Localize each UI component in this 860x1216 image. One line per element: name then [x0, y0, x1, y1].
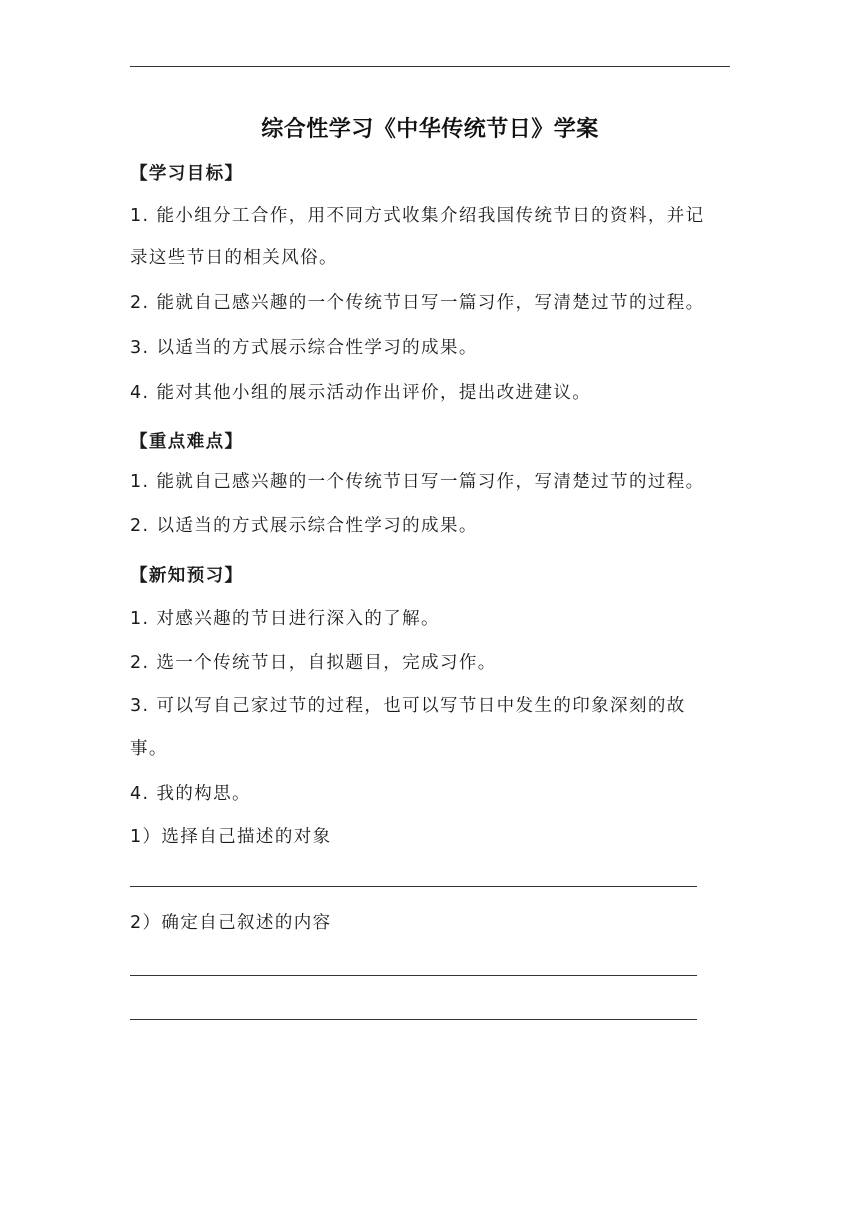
preview-line: 1. 对感兴趣的节日进行深入的了解。	[130, 609, 440, 629]
preview-line: 3. 可以写自己家过节的过程，也可以写节日中发生的印象深刻的故	[130, 696, 686, 716]
objective-line: 2. 能就自己感兴趣的一个传统节日写一篇习作，写清楚过节的过程。	[130, 293, 705, 313]
header-rule	[130, 66, 730, 67]
key-point-line: 1. 能就自己感兴趣的一个传统节日写一篇习作，写清楚过节的过程。	[130, 472, 705, 492]
answer-blank-line[interactable]	[130, 886, 697, 887]
section-heading-objectives: 【学习目标】	[130, 164, 244, 184]
answer-blank-line[interactable]	[130, 975, 697, 976]
objective-line: 3. 以适当的方式展示综合性学习的成果。	[130, 338, 478, 358]
prompt-content: 2）确定自己叙述的内容	[130, 913, 332, 933]
preview-line: 事。	[130, 739, 168, 759]
preview-line: 4. 我的构思。	[130, 784, 251, 804]
answer-blank-line[interactable]	[130, 1019, 697, 1020]
objective-line: 1. 能小组分工合作，用不同方式收集介绍我国传统节日的资料，并记	[130, 206, 705, 226]
objective-line: 录这些节日的相关风俗。	[130, 248, 338, 268]
key-point-line: 2. 以适当的方式展示综合性学习的成果。	[130, 516, 478, 536]
document-title: 综合性学习《中华传统节日》学案	[261, 117, 599, 142]
objective-line: 4. 能对其他小组的展示活动作出评价，提出改进建议。	[130, 383, 592, 403]
section-heading-key-points: 【重点难点】	[130, 432, 244, 452]
prompt-subject: 1）选择自己描述的对象	[130, 827, 332, 847]
section-heading-preview: 【新知预习】	[130, 566, 244, 586]
preview-line: 2. 选一个传统节日，自拟题目，完成习作。	[130, 653, 497, 673]
